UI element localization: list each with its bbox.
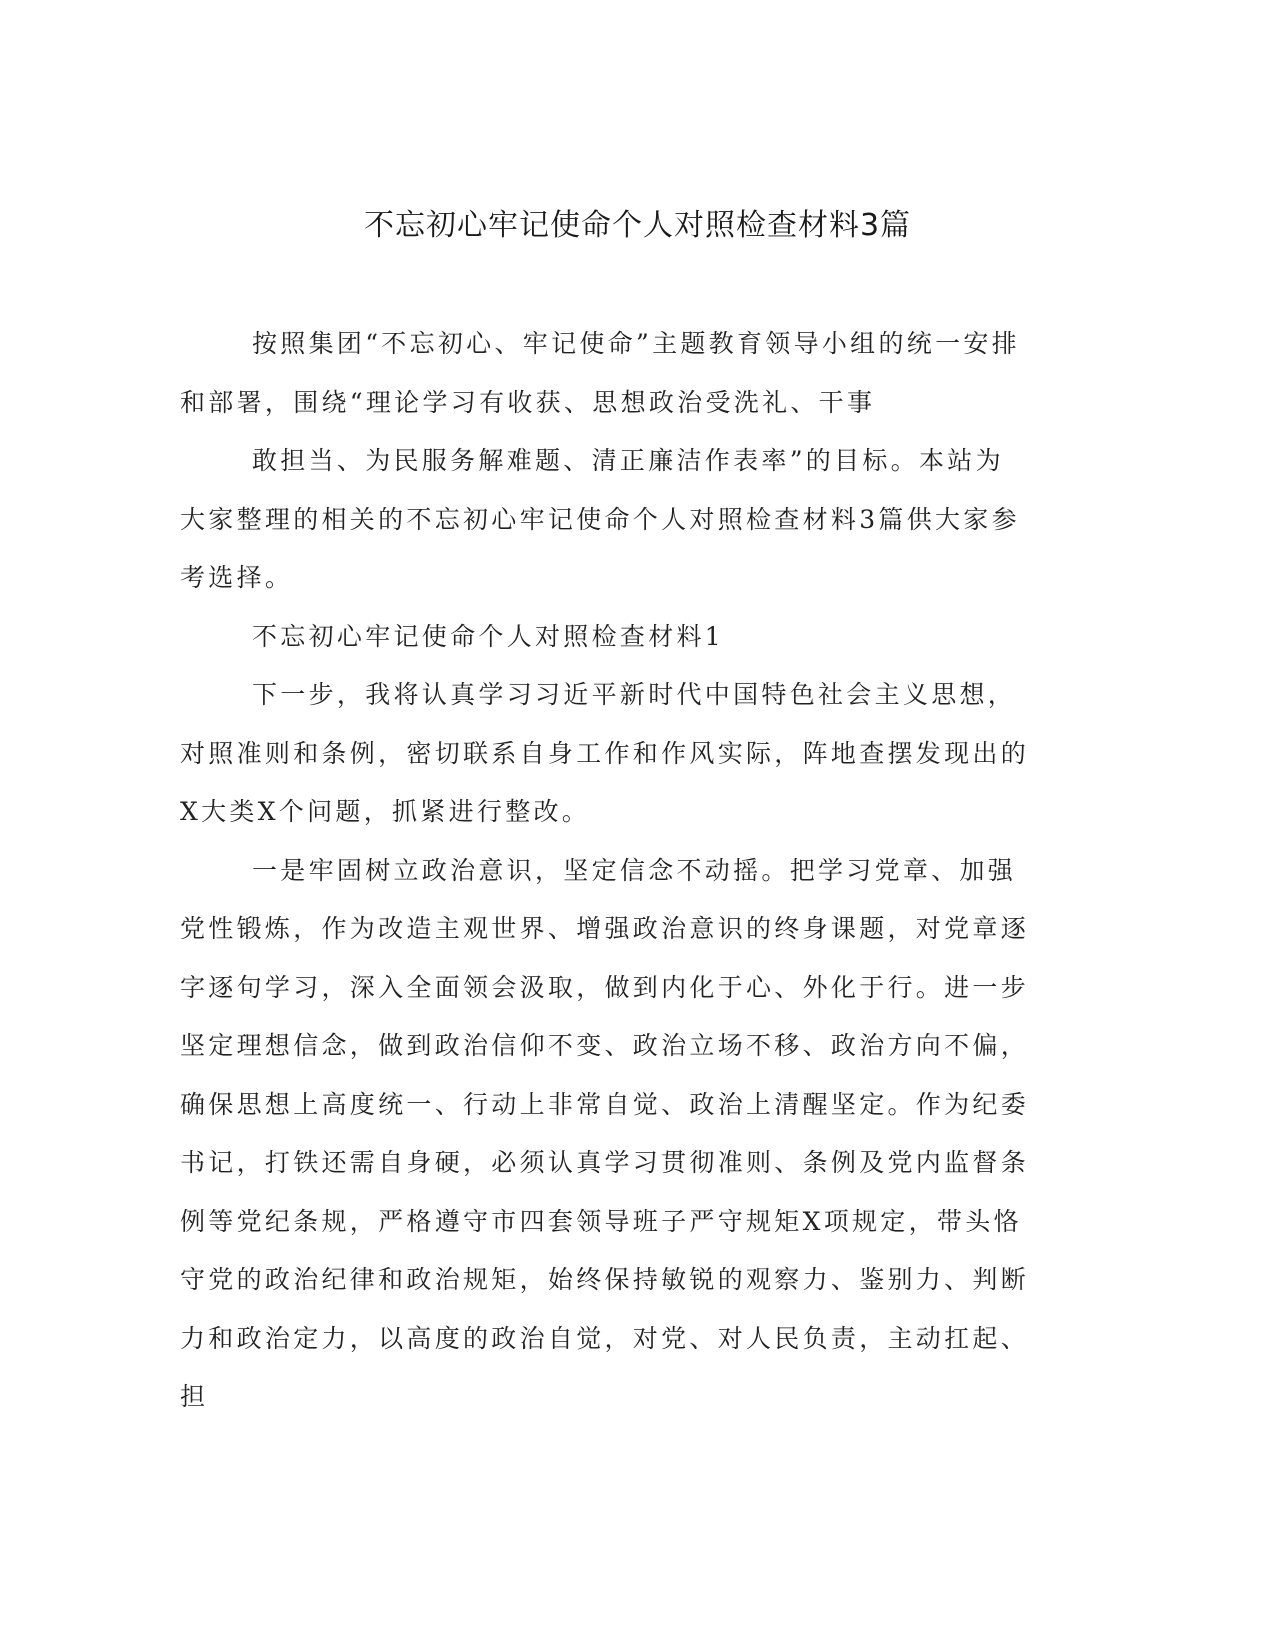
document-body xyxy=(180,315,1030,1427)
paragraph-intro-continued: 敢担当、为民服务解难题、清正廉洁作表率”的目标。本站为大家整理的相关的不忘初心牢记使命个人对照检查材料3篇供大家参考选择。 xyxy=(180,446,1020,592)
paragraph-point-one: 一是牢固树立政治意识，坚定信念不动摇。把学习党章、加强党性锻炼，作为改造主观世界、增强政治意识的终身课题，对党章逐字逐句学习，深入全面领会汲取，做到内化于心、外化于行。进一步坚定理想信念，做到政治信仰不变、政治立场不移、政治方向不偏，确保思想上高度统一、行动上非常自觉、政治上清醒坚定。作为纪委书记，打铁还需自身硬，必须认真学习贯彻准则、条例及党内监督条例等党纪条规，严格遵守市四套领导班子严守规矩X项规定，带头恪守党的政治纪律和政治规矩，始终保持敏锐的观察力、鉴别力、判断力和政治定力，以高度的政治自觉，对党、对人民负责，主动扛起、担 xyxy=(180,855,1030,1411)
paragraph-intro: 按照集团“不忘初心、牢记使命”主题教育领导小组的统一安排和部署，围绕“理论学习有收获、思想政治受洗礼、干事 xyxy=(180,329,1020,417)
document-title: 不忘初心牢记使命个人对照检查材料3篇 xyxy=(363,208,912,243)
section-heading-1: 不忘初心牢记使命个人对照检查材料1 xyxy=(252,621,725,651)
paragraph-next-step: 下一步，我将认真学习习近平新时代中国特色社会主义思想，对照准则和条例，密切联系自身工作和作风实际，阵地查摆发现出的X大类X个问题，抓紧进行整改。 xyxy=(180,680,1030,826)
